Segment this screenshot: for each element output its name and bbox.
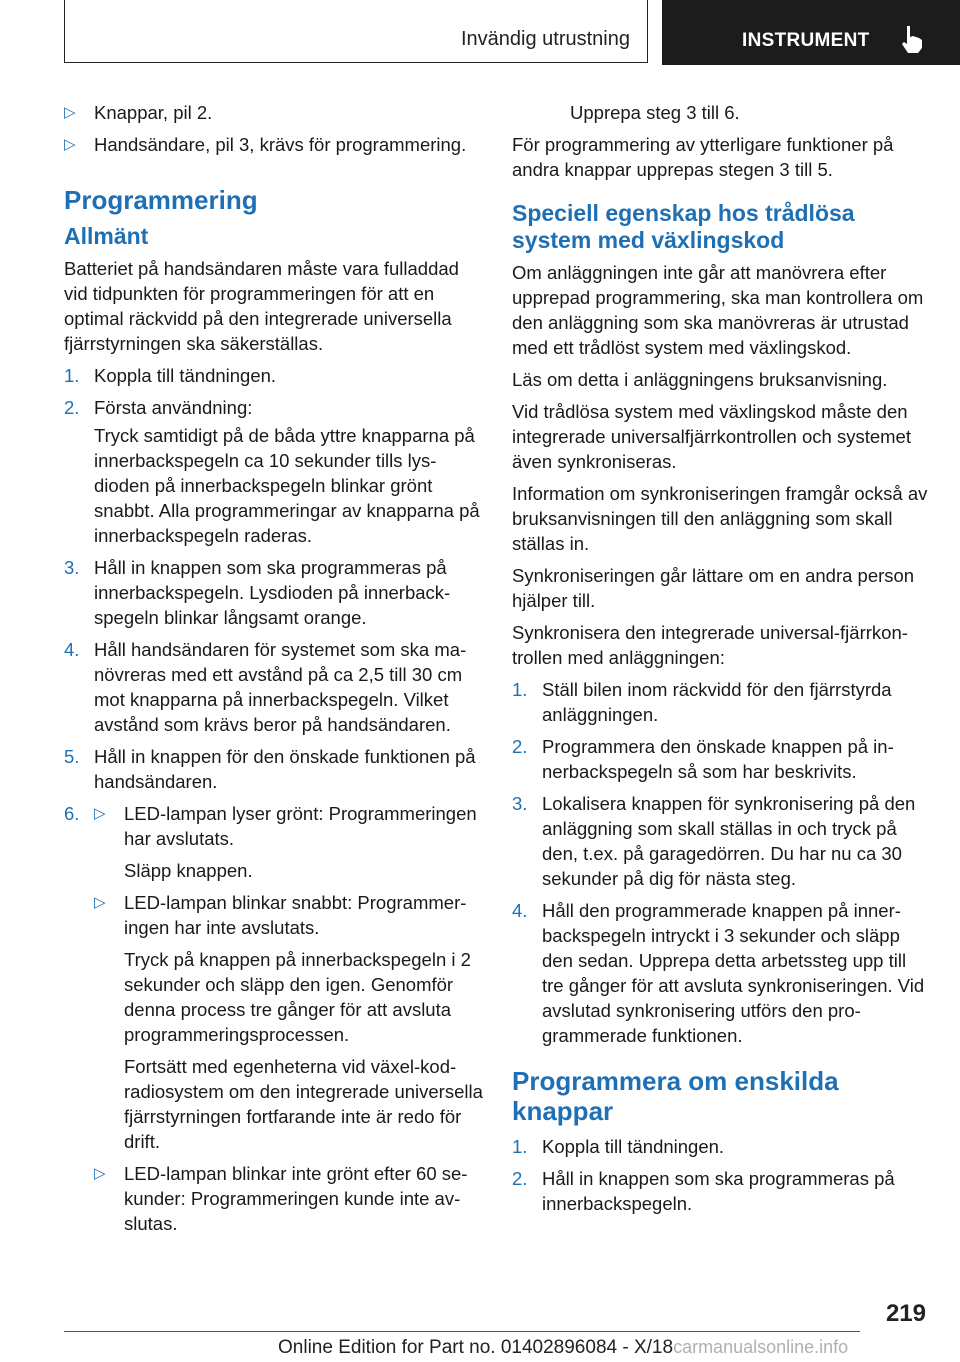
triangle-bullet-icon: ▷ (94, 805, 106, 822)
step-number: 4. (64, 639, 80, 660)
sync-step: 1. Ställ bilen inom räckvidd för den fjärrstyrda anläggningen. (512, 679, 892, 725)
heading-programmering: Programmering (64, 185, 258, 215)
step-number: 5. (64, 746, 80, 767)
paragraph: Om anläggningen inte går att manövrera efter upprepad programmering, ska man kontrollera om den anläggning som ska manövreras är utrustad med ett trådlöst system med växlingskod. (512, 262, 924, 358)
paragraph: Läs om detta i anläggningens bruksanvisning. (512, 369, 888, 390)
heading-allmant: Allmänt (64, 223, 149, 249)
sync-step: 2. Programmera den önskade knappen på innerbackspegeln så som har beskrivits. (512, 736, 894, 782)
heading-special: Speciell egenskap hos trådlösa system med växlingskod (512, 200, 855, 253)
right-column (512, 100, 932, 1223)
step-item: 1. Koppla till tändningen. (64, 365, 277, 386)
step-item: 4. Håll handsändaren för systemet som ska manövreras med ett avstånd på ca 2,5 till 30 cm mot knapparna på innerbackspegeln. Vilket avstånd som krävs beror på handsändaren. (64, 639, 467, 735)
header-chapter-tab (662, 0, 960, 65)
step-item: 5. Håll in knappen för den önskade funktionen på handsändaren. (64, 746, 476, 792)
repeat-note: Upprepa steg 3 till 6. (570, 102, 740, 123)
intro-paragraph: Batteriet på handsändaren måste vara fulladdad vid tidpunkten för programmeringen för att en optimal räckvidd på den integrerade universella fjärrstyrningen ska säkerställas. (64, 258, 459, 354)
footer-edition: Online Edition for Part no. 01402896084 - X/18 (278, 1337, 674, 1358)
step-number: 3. (64, 557, 80, 578)
step-item (64, 801, 484, 1236)
heading-single-buttons: Programmera om enskilda knappar (512, 1066, 839, 1126)
left-column (64, 100, 484, 1243)
triangle-bullet-icon: ▷ (94, 894, 106, 911)
paragraph: Information om synkroniseringen framgår också av bruksanvisningen till den anläggning som skall ställas in. (512, 483, 928, 554)
step-number: 1. (512, 679, 528, 700)
sub-item: ▷ LED-lampan lyser grönt: Programmeringen har avslutats. (94, 803, 477, 849)
sync-step: 3. Lokalisera knappen för synkronisering på den anläggning som skall ställas in och tryck på den, t.ex. på garagedörren. Du har nu ca 30 sekunder på dig för nästa steg. (512, 793, 916, 889)
sub-item: ▷ LED-lampan blinkar snabbt: Programmeringen har inte avslutats. (94, 892, 467, 938)
single-step: 1. Koppla till tändningen. (512, 1136, 725, 1157)
step-number: 2. (64, 397, 80, 418)
step-number: 1. (512, 1136, 528, 1157)
sub-detail: Fortsätt med egenheterna vid växel-kod-radiosystem om den integrerade universella fjärrstyrningen fortfarande inte är redo för drift. (124, 1056, 483, 1152)
step-number: 4. (512, 900, 528, 921)
sub-detail: Släpp knappen. (124, 860, 253, 881)
sub-item: ▷ LED-lampan blinkar inte grönt efter 60 sekunder: Programmeringen kunde inte avslutas. (94, 1163, 468, 1234)
more-paragraph: För programmering av ytterligare funktioner på andra knappar upprepas stegen 3 till 5. (512, 134, 894, 180)
step-detail: Tryck samtidigt på de båda yttre knapparna på innerbackspegeln ca 10 sekunder tills lysdioden på innerbackspegeln blinkar grönt snabbt. Alla programmeringar av knapparna på innerbackspegeln raderas. (94, 425, 480, 546)
paragraph: Vid trådlösa system med växlingskod måste den integrerade universalfjärrkontrollen och systemet även synkroniseras. (512, 401, 911, 472)
footer (278, 1337, 848, 1359)
step-number: 2. (512, 1168, 528, 1189)
triangle-bullet-icon: ▷ (64, 104, 76, 121)
footer-watermark: carmanualsonline.info (673, 1337, 849, 1357)
hand-pointer-icon (898, 24, 926, 54)
sub-detail: Tryck på knappen på innerbackspegeln i 2 sekunder och släpp den igen. Genomför denna process tre gånger för att avsluta programmeringsprocessen. (124, 949, 471, 1045)
single-step: 2. Håll in knappen som ska programmeras på innerbackspegeln. (512, 1168, 895, 1214)
step-item: 2. Första användning: (64, 397, 253, 418)
page-number: 219 (885, 1300, 926, 1327)
step-number: 2. (512, 736, 528, 757)
triangle-bullet-icon: ▷ (64, 136, 76, 153)
paragraph: Synkroniseringen går lättare om en andra person hjälper till. (512, 565, 915, 611)
header-section-title: Invändig utrustning (460, 28, 630, 50)
paragraph: Synkronisera den integrerade universal-fjärrkontrollen med anläggningen: (512, 622, 908, 668)
step-number: 6. (64, 803, 80, 824)
list-item: ▷ Knappar, pil 2. (64, 102, 213, 123)
list-item: ▷ Handsändare, pil 3, krävs för programmering. (64, 134, 467, 155)
step-number: 1. (64, 365, 80, 386)
step-item: 3. Håll in knappen som ska programmeras på innerbackspegeln. Lysdioden på innerbackspegeln blinkar långsamt orange. (64, 557, 451, 628)
footer-rule (64, 1331, 860, 1332)
header-chapter-label: INSTRUMENT (742, 30, 870, 51)
sync-step: 4. Håll den programmerade knappen på innerbackspegeln intryckt i 3 sekunder och släpp den sedan. Upprepa detta arbetssteg upp till tre gånger för att avsluta synkroniseringen. Vid avslutad synkronisering utförs den programmerade funktionen. (512, 900, 925, 1046)
triangle-bullet-icon: ▷ (94, 1165, 106, 1182)
step-number: 3. (512, 793, 528, 814)
